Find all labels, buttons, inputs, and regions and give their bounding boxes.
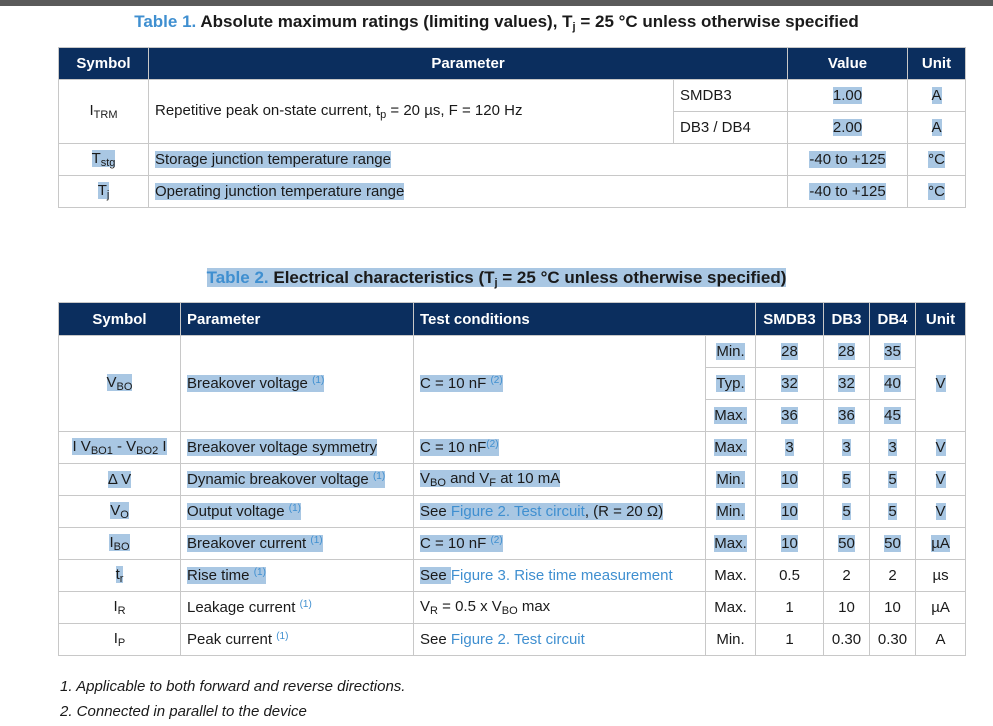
sym-sub: TRM bbox=[93, 109, 118, 121]
smdb3-cell: 0.5 bbox=[756, 560, 824, 592]
val: 3 bbox=[888, 439, 897, 456]
val: 28 bbox=[781, 343, 798, 360]
header-parameter: Parameter bbox=[149, 48, 788, 80]
unit-smdb3 bbox=[908, 80, 966, 112]
table-row bbox=[59, 80, 966, 112]
db4-cell: 10 bbox=[870, 592, 916, 624]
param-text: Dynamic breakover voltage bbox=[187, 471, 369, 488]
cond-text: C = 10 nF bbox=[420, 375, 487, 392]
minmax-text: Max. bbox=[714, 439, 747, 456]
table1-title: Absolute maximum ratings (limiting values), T bbox=[200, 12, 573, 31]
cond-sub: R bbox=[430, 605, 438, 617]
header-test-conditions: Test conditions bbox=[414, 303, 756, 336]
val: 36 bbox=[838, 407, 855, 424]
note-ref: (1) bbox=[372, 471, 386, 482]
sym-sub: P bbox=[117, 637, 126, 649]
figure2-link[interactable]: Figure 2. Test circuit bbox=[450, 503, 585, 520]
symbol-tj bbox=[59, 176, 149, 208]
note-ref: (1) bbox=[299, 599, 312, 610]
cond-symmetry bbox=[414, 432, 706, 464]
table1-number: Table 1. bbox=[134, 12, 197, 31]
note-ref: (1) bbox=[253, 567, 266, 578]
cond-text: C = 10 nF bbox=[420, 439, 487, 456]
cond-text: See bbox=[420, 631, 451, 648]
val: 32 bbox=[781, 375, 798, 392]
unit-text: °C bbox=[928, 151, 945, 168]
val: 5 bbox=[842, 471, 851, 488]
sym-sub: BO bbox=[113, 541, 130, 553]
sym-text: T bbox=[97, 182, 107, 199]
header-db3: DB3 bbox=[824, 303, 870, 336]
param-ir bbox=[181, 592, 414, 624]
cond-vbo bbox=[414, 336, 706, 432]
table-row bbox=[59, 432, 966, 464]
param-text: Output voltage bbox=[187, 503, 285, 520]
symbol-vo bbox=[59, 496, 181, 528]
db3-cell bbox=[824, 464, 870, 496]
unit-ibo bbox=[916, 528, 966, 560]
minmax-text: Min. bbox=[716, 343, 745, 360]
unit-text: V bbox=[935, 471, 946, 488]
db4-cell bbox=[870, 528, 916, 560]
sym-sub: j bbox=[106, 189, 110, 201]
unit-text: µA bbox=[931, 535, 950, 552]
note-ref: (2) bbox=[486, 439, 499, 450]
param-tstg bbox=[149, 144, 788, 176]
val: 32 bbox=[838, 375, 855, 392]
smdb3-cell bbox=[756, 400, 824, 432]
table-row bbox=[59, 144, 966, 176]
db4-cell bbox=[870, 464, 916, 496]
minmax-cell bbox=[706, 464, 756, 496]
sym-sub: R bbox=[117, 605, 126, 617]
val: 10 bbox=[781, 471, 798, 488]
cond-text: = 0.5 x V bbox=[437, 598, 502, 615]
minmax-text: Min. bbox=[716, 503, 745, 520]
unit-ir: µA bbox=[916, 592, 966, 624]
footnote-1: 1. Applicable to both forward and reverse directions. bbox=[60, 678, 406, 695]
val: 50 bbox=[884, 535, 901, 552]
db4-cell bbox=[870, 336, 916, 368]
note-ref: (1) bbox=[312, 375, 325, 386]
header-value: Value bbox=[788, 48, 908, 80]
param-text: Breakover current bbox=[187, 535, 307, 552]
minmax-cell: Max. bbox=[706, 592, 756, 624]
param-text: Breakover voltage bbox=[187, 375, 308, 392]
db4-cell bbox=[870, 368, 916, 400]
cond-tr bbox=[414, 560, 706, 592]
table-row bbox=[59, 560, 966, 592]
unit-vo bbox=[916, 496, 966, 528]
table-row bbox=[59, 496, 966, 528]
table1-title-sub: j bbox=[572, 21, 576, 33]
unit-text: A bbox=[931, 87, 942, 104]
header-symbol: Symbol bbox=[59, 303, 181, 336]
unit-tj bbox=[908, 176, 966, 208]
table2-number: Table 2. bbox=[206, 268, 269, 287]
symbol-ir bbox=[59, 592, 181, 624]
device-db3-db4: DB3 / DB4 bbox=[674, 112, 788, 144]
symbol-symmetry bbox=[59, 432, 181, 464]
minmax-cell bbox=[706, 528, 756, 560]
sym-sub: stg bbox=[100, 157, 116, 169]
note-ref: (1) bbox=[276, 631, 289, 642]
table1-title-tail: = 25 °C unless otherwise specified bbox=[575, 12, 859, 31]
sym-text: I bbox=[158, 438, 167, 455]
symbol-delta-v bbox=[59, 464, 181, 496]
val: 50 bbox=[838, 535, 855, 552]
val: 36 bbox=[781, 407, 798, 424]
table1-caption bbox=[0, 12, 993, 33]
cond-text: V bbox=[420, 470, 431, 487]
unit-text: V bbox=[935, 503, 946, 520]
minmax-cell: Min. bbox=[706, 624, 756, 656]
note-ref: (1) bbox=[310, 535, 323, 546]
sym-text: I bbox=[109, 534, 114, 551]
param-vo bbox=[181, 496, 414, 528]
db4-cell: 2 bbox=[870, 560, 916, 592]
symbol-tr bbox=[59, 560, 181, 592]
param-text: Storage junction temperature range bbox=[155, 151, 391, 168]
minmax-cell bbox=[706, 496, 756, 528]
param-delta-v bbox=[181, 464, 414, 496]
minmax-text: Max. bbox=[714, 407, 747, 424]
table-row bbox=[59, 336, 966, 368]
param-text: Breakover voltage symmetry bbox=[187, 439, 378, 456]
unit-symmetry bbox=[916, 432, 966, 464]
param-text: Operating junction temperature range bbox=[155, 183, 405, 200]
symbol-tstg bbox=[59, 144, 149, 176]
smdb3-cell bbox=[756, 528, 824, 560]
symbol-itrm bbox=[59, 80, 149, 144]
val: 3 bbox=[785, 439, 794, 456]
smdb3-cell: 1 bbox=[756, 624, 824, 656]
db4-cell bbox=[870, 432, 916, 464]
cond-vo bbox=[414, 496, 706, 528]
param-tr bbox=[181, 560, 414, 592]
param-text: Peak current bbox=[187, 631, 273, 648]
sym-text: V bbox=[110, 502, 121, 519]
unit-text: °C bbox=[928, 183, 945, 200]
cond-ip bbox=[414, 624, 706, 656]
note-ref: (2) bbox=[490, 535, 503, 546]
cond-text: max bbox=[517, 598, 551, 615]
db3-cell bbox=[824, 336, 870, 368]
note-ref: (1) bbox=[288, 503, 301, 514]
cond-delta-v bbox=[414, 464, 706, 496]
figure3-link[interactable]: Figure 3. Rise time measurement bbox=[450, 567, 673, 584]
cond-text: at 10 mA bbox=[496, 470, 561, 487]
header-symbol: Symbol bbox=[59, 48, 149, 80]
sym-text: I V bbox=[72, 438, 91, 455]
val: 28 bbox=[838, 343, 855, 360]
header-db4: DB4 bbox=[870, 303, 916, 336]
table2-header-row bbox=[59, 303, 966, 336]
symbol-ip bbox=[59, 624, 181, 656]
cond-ir bbox=[414, 592, 706, 624]
cond-text: and V bbox=[445, 470, 490, 487]
table2-title-sub: j bbox=[494, 277, 498, 289]
val: 5 bbox=[888, 471, 897, 488]
header-parameter: Parameter bbox=[181, 303, 414, 336]
top-border bbox=[0, 0, 993, 6]
header-unit: Unit bbox=[908, 48, 966, 80]
cond-sub: F bbox=[489, 477, 497, 489]
cond-sub: BO bbox=[501, 605, 518, 617]
minmax-text: Typ. bbox=[716, 375, 745, 392]
unit-vbo bbox=[916, 336, 966, 432]
param-tj bbox=[149, 176, 788, 208]
db3-cell: 0.30 bbox=[824, 624, 870, 656]
val: 3 bbox=[842, 439, 851, 456]
param-text: Leakage current bbox=[187, 599, 296, 616]
db3-cell bbox=[824, 368, 870, 400]
param-sub: p bbox=[380, 109, 387, 121]
param-text: Rise time bbox=[187, 567, 250, 584]
cond-text: V bbox=[420, 598, 431, 615]
note-ref: (2) bbox=[490, 375, 503, 386]
sym-text: I bbox=[113, 598, 118, 615]
value-tj bbox=[788, 176, 908, 208]
sym-text: I bbox=[89, 102, 94, 119]
sym-text: I bbox=[113, 630, 118, 647]
unit-text: V bbox=[935, 439, 946, 456]
db3-cell bbox=[824, 432, 870, 464]
device-smdb3: SMDB3 bbox=[674, 80, 788, 112]
sym-text: Δ V bbox=[107, 471, 132, 488]
table1-header-row bbox=[59, 48, 966, 80]
cond-text: See bbox=[420, 567, 451, 584]
table-row bbox=[59, 176, 966, 208]
db4-cell bbox=[870, 496, 916, 528]
sym-sub: r bbox=[119, 573, 124, 585]
minmax-cell bbox=[706, 336, 756, 368]
sym-sub: O bbox=[120, 509, 129, 521]
db3-cell: 2 bbox=[824, 560, 870, 592]
electrical-characteristics-table bbox=[58, 302, 966, 656]
table2-title: Electrical characteristics (T bbox=[273, 268, 495, 287]
value-tstg bbox=[788, 144, 908, 176]
unit-tstg bbox=[908, 144, 966, 176]
table2-title-tail: = 25 °C unless otherwise specified) bbox=[497, 268, 787, 287]
header-smdb3: SMDB3 bbox=[756, 303, 824, 336]
sym-text: - V bbox=[112, 438, 137, 455]
param-itrm bbox=[149, 80, 674, 144]
value-text: 2.00 bbox=[832, 119, 863, 136]
cond-ibo bbox=[414, 528, 706, 560]
db4-cell bbox=[870, 400, 916, 432]
unit-tr: µs bbox=[916, 560, 966, 592]
header-unit: Unit bbox=[916, 303, 966, 336]
value-db3-db4 bbox=[788, 112, 908, 144]
smdb3-cell bbox=[756, 336, 824, 368]
param-tail: = 20 µs, F = 120 Hz bbox=[386, 102, 523, 119]
sym-text: t bbox=[115, 566, 120, 583]
smdb3-cell bbox=[756, 464, 824, 496]
minmax-text: Min. bbox=[716, 471, 745, 488]
minmax-text: Max. bbox=[714, 535, 747, 552]
value-text: -40 to +125 bbox=[809, 183, 886, 200]
smdb3-cell bbox=[756, 432, 824, 464]
table2-caption bbox=[0, 268, 993, 289]
table-row bbox=[59, 528, 966, 560]
sym-sub: BO1 bbox=[90, 445, 113, 457]
symbol-vbo bbox=[59, 336, 181, 432]
val: 45 bbox=[884, 407, 901, 424]
smdb3-cell bbox=[756, 368, 824, 400]
unit-text: A bbox=[931, 119, 942, 136]
value-text: -40 to +125 bbox=[809, 151, 886, 168]
footnote-2: 2. Connected in parallel to the device bbox=[60, 703, 307, 720]
val: 10 bbox=[781, 535, 798, 552]
smdb3-cell: 1 bbox=[756, 592, 824, 624]
param-symmetry bbox=[181, 432, 414, 464]
sym-sub: BO2 bbox=[136, 445, 159, 457]
val: 35 bbox=[884, 343, 901, 360]
sym-text: T bbox=[91, 150, 101, 167]
cond-text: See bbox=[420, 503, 451, 520]
minmax-cell bbox=[706, 432, 756, 464]
table-row bbox=[59, 624, 966, 656]
symbol-ibo bbox=[59, 528, 181, 560]
cond-sub: BO bbox=[430, 477, 446, 489]
cond-text: , (R = 20 Ω) bbox=[584, 503, 664, 520]
figure2-link[interactable]: Figure 2. Test circuit bbox=[450, 631, 585, 648]
unit-db3-db4 bbox=[908, 112, 966, 144]
param-ibo bbox=[181, 528, 414, 560]
db3-cell bbox=[824, 496, 870, 528]
val: 5 bbox=[888, 503, 897, 520]
sym-text: V bbox=[106, 374, 117, 391]
table-row bbox=[59, 464, 966, 496]
minmax-cell bbox=[706, 400, 756, 432]
table-row bbox=[59, 592, 966, 624]
minmax-cell bbox=[706, 368, 756, 400]
sym-sub: BO bbox=[116, 381, 133, 393]
val: 5 bbox=[842, 503, 851, 520]
db3-cell bbox=[824, 528, 870, 560]
unit-ip: A bbox=[916, 624, 966, 656]
val: 40 bbox=[884, 375, 901, 392]
minmax-cell: Max. bbox=[706, 560, 756, 592]
db3-cell: 10 bbox=[824, 592, 870, 624]
cond-text: C = 10 nF bbox=[420, 535, 487, 552]
unit-text: V bbox=[935, 375, 946, 392]
param-vbo bbox=[181, 336, 414, 432]
val: 10 bbox=[781, 503, 798, 520]
db3-cell bbox=[824, 400, 870, 432]
param-ip bbox=[181, 624, 414, 656]
value-smdb3 bbox=[788, 80, 908, 112]
value-text: 1.00 bbox=[832, 87, 863, 104]
smdb3-cell bbox=[756, 496, 824, 528]
absolute-ratings-table bbox=[58, 47, 966, 208]
unit-delta-v bbox=[916, 464, 966, 496]
param-text: Repetitive peak on-state current, t bbox=[155, 102, 381, 119]
db4-cell: 0.30 bbox=[870, 624, 916, 656]
